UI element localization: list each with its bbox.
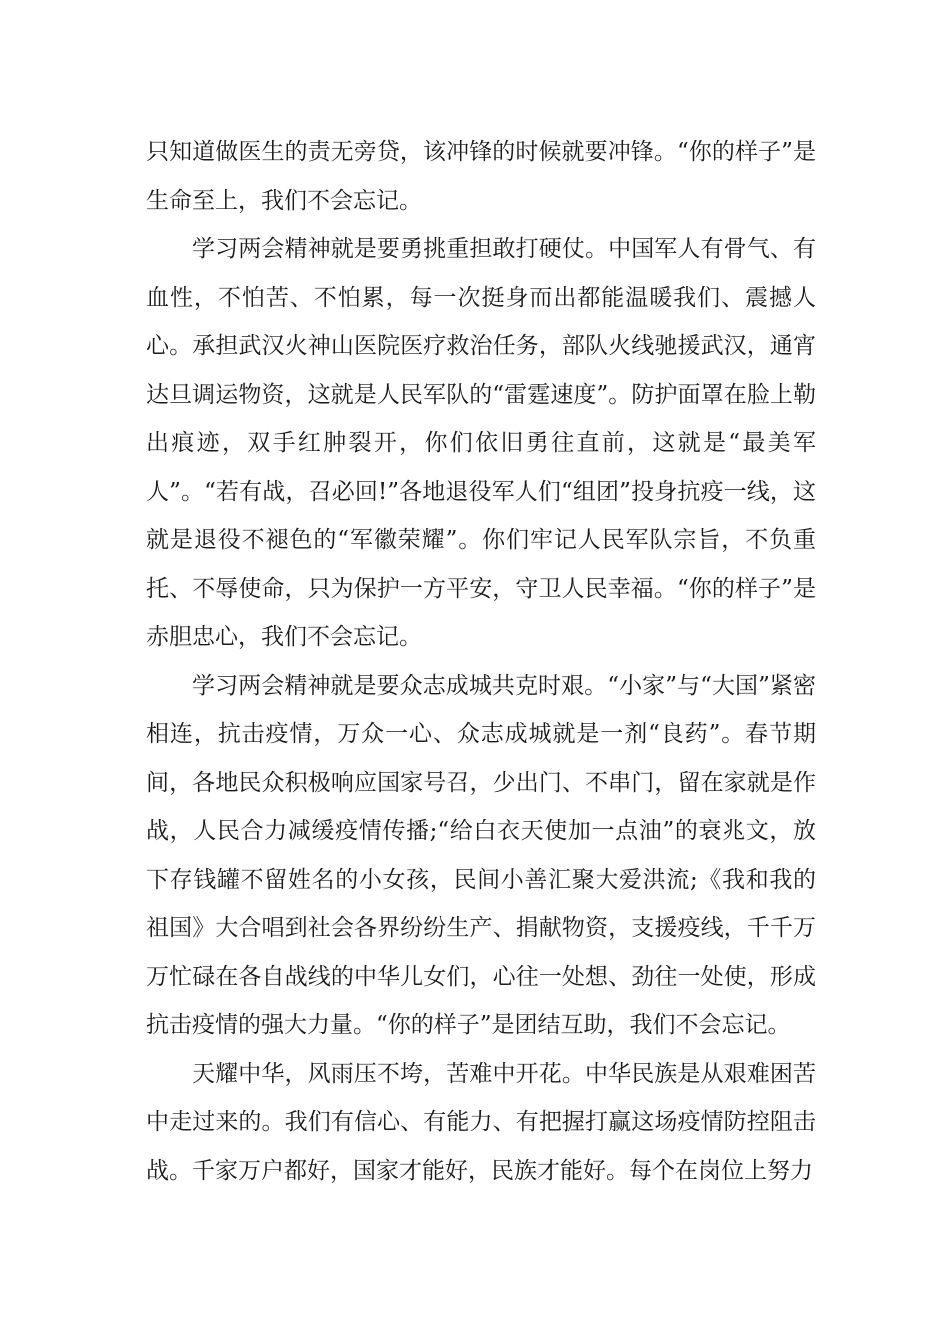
paragraph-4: 天耀中华，风雨压不垮，苦难中开花。中华民族是从艰难困苦中走过来的。我们有信心、有能力、有把握打赢这场疫情防控阻击战。千家万户都好，国家才能好，民族才能好。每个在岗位上努力	[146, 1060, 816, 1184]
document-body	[146, 128, 816, 1195]
paragraph-3: 学习两会精神就是要众志成城共克时艰。“小家”与“大国”紧密相连，抗击疫情，万众一心、众志成城就是一剂“良药”。春节期间，各地民众积极响应国家号召，少出门、不串门，留在家就是作战，人民合力减缓疫情传播;“给白衣天使加一点油”的衰兆文，放下存钱罐不留姓名的小女孩，民间小善汇聚大爱洪流;《我和我的祖国》大合唱到社会各界纷纷生产、捐献物资，支援疫线，千千万万忙碌在各自战线的中华儿女们，心往一处想、劲往一处使，形成抗击疫情的强大力量。“你的样子”是团结互助，我们不会忘记。	[146, 672, 816, 1038]
paragraph-2: 学习两会精神就是要勇挑重担敢打硬仗。中国军人有骨气、有血性，不怕苦、不怕累，每一次挺身而出都能温暖我们、震撼人心。承担武汉火神山医院医疗救治任务，部队火线驰援武汉，通宵达旦调运物资，这就是人民军队的“雷霆速度”。防护面罩在脸上勒出痕迹，双手红肿裂开，你们依旧勇往直前，这就是“最美军人”。“若有战，召必回!”各地退役军人们“组团”投身抗疫一线，这就是退役不褪色的“军徽荣耀”。你们牢记人民军队宗旨，不负重托、不辱使命，只为保护一方平安，守卫人民幸福。“你的样子”是赤胆忠心，我们不会忘记。	[146, 236, 816, 650]
paragraph-1: 只知道做医生的责无旁贷，该冲锋的时候就要冲锋。“你的样子”是生命至上，我们不会忘记。	[146, 139, 816, 214]
